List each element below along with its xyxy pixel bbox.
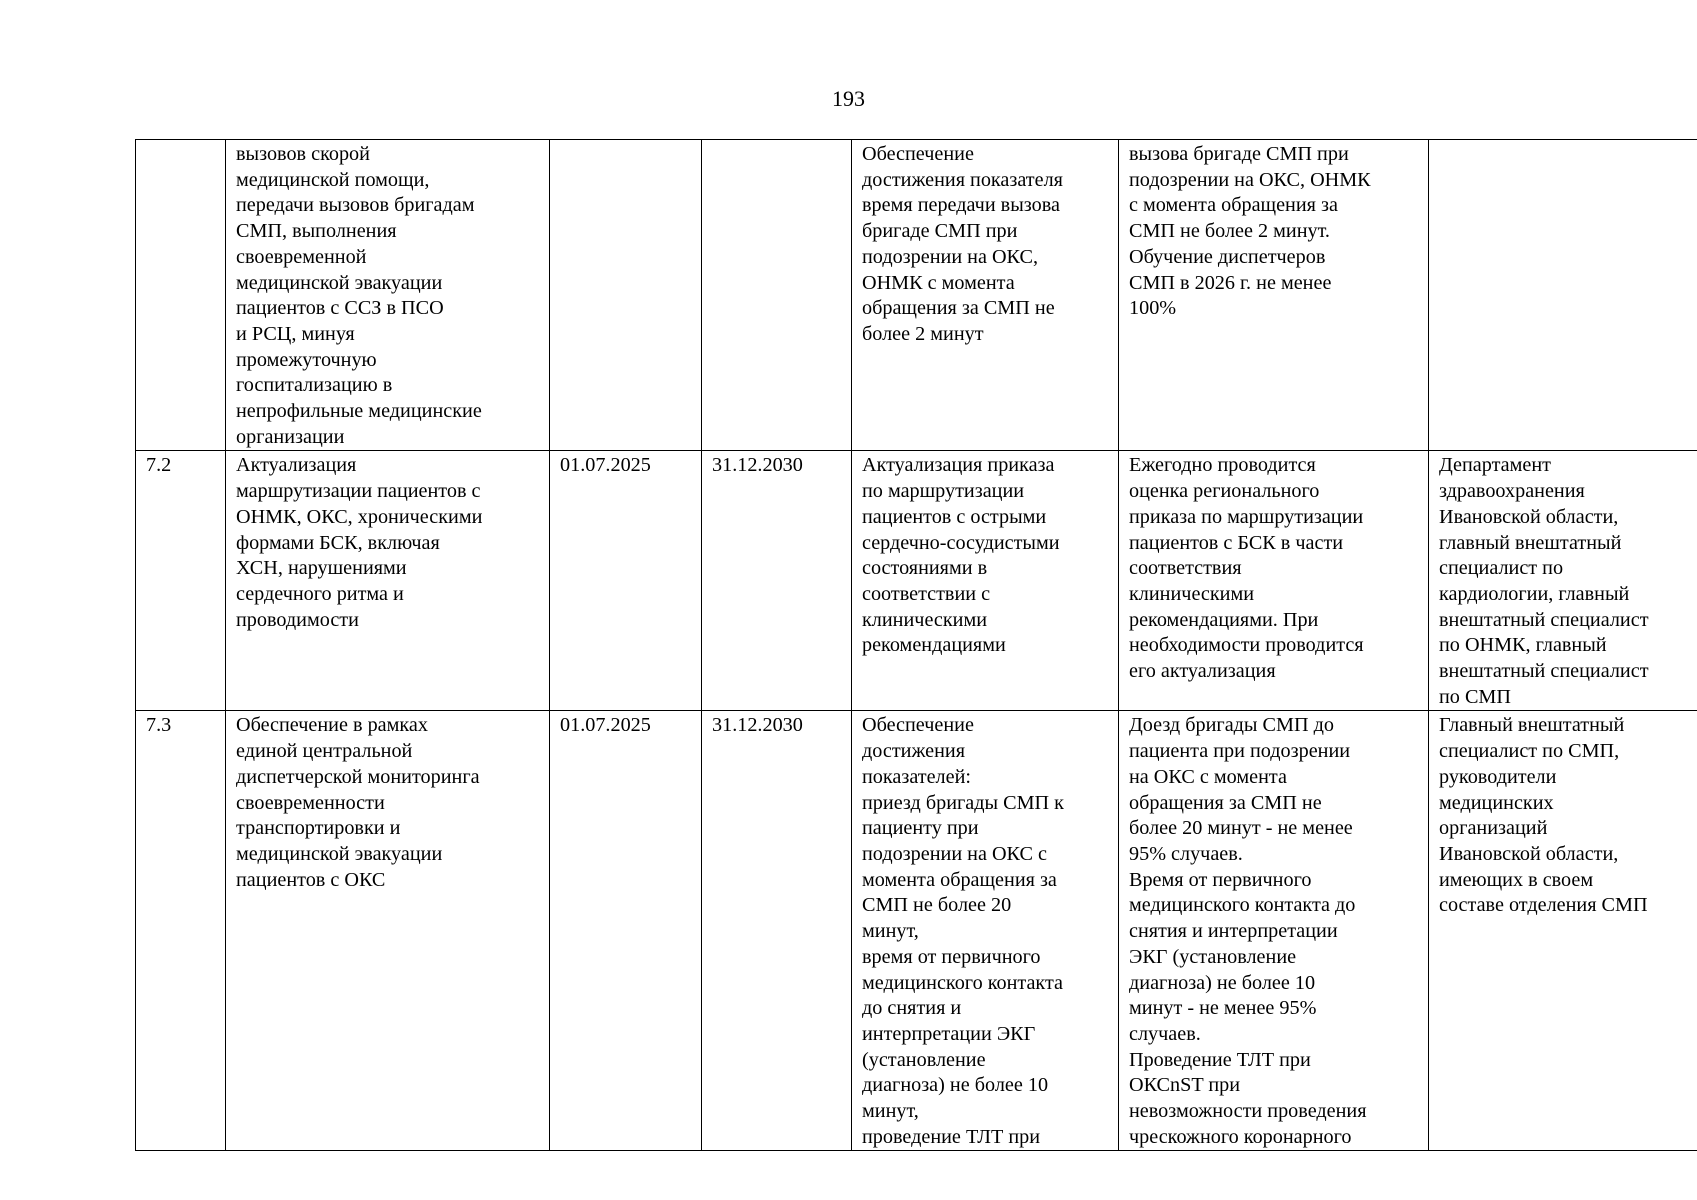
result-cell — [852, 451, 1119, 711]
expected-result: Обеспечение достижения показателей: приезд бригады СМП к пациенту при подозрении на ОКС с момента обращения за СМП не более 20 минут, время от первичного медицинского контакта до снятия и интерпретации ЭКГ (установление диагноза) не более 10 минут, проведение ТЛТ при — [862, 714, 1064, 1148]
row-number-cell — [136, 451, 226, 711]
end-date-cell — [702, 140, 852, 451]
responsible-cell — [1429, 711, 1697, 1151]
row-number-cell — [136, 711, 226, 1151]
measure-name: вызовов скорой медицинской помощи, передачи вызовов бригадам СМП, выполнения своевременной медицинской эвакуации пациентов с ССЗ в ПСО и РСЦ, минуя промежуточную госпитализацию в непрофильные медицинские организации — [236, 143, 482, 448]
responsible: Департамент здравоохранения Ивановской области, главный внештатный специалист по кардиологии, главный внештатный специалист по ОНМК, главный внештатный специалист по СМП — [1439, 454, 1649, 708]
start-date-cell — [550, 140, 702, 451]
measure-name: Актуализация маршрутизации пациентов с ОНМК, ОКС, хроническими формами БСК, включая ХСН, нарушениями сердечного ритма и проводимости — [236, 454, 483, 631]
measure-name-cell — [226, 711, 550, 1151]
result-cell — [852, 140, 1119, 451]
indicator-cell — [1119, 451, 1429, 711]
measure-name: Обеспечение в рамках единой центральной диспетчерской мониторинга своевременности транспортировки и медицинской эвакуации пациентов с ОКС — [236, 714, 480, 891]
end-date: 31.12.2030 — [712, 714, 803, 737]
end-date-cell — [702, 451, 852, 711]
responsible: Главный внештатный специалист по СМП, руководители медицинских организаций Ивановской области, имеющих в своем составе отделения СМП — [1439, 714, 1648, 917]
row-number: 7.3 — [146, 714, 172, 737]
measure-name-cell — [226, 451, 550, 711]
measure-name-cell — [226, 140, 550, 451]
start-date-cell — [550, 451, 702, 711]
table-row — [136, 711, 1697, 1151]
table-row — [136, 451, 1697, 711]
indicator-cell — [1119, 711, 1429, 1151]
start-date: 01.07.2025 — [560, 714, 651, 737]
measures-table — [135, 139, 1697, 1151]
indicator: Доезд бригады СМП до пациента при подозрении на ОКС с момента обращения за СМП не более 20 минут - не менее 95% случаев. Время от первичного медицинского контакта до снятия и интерпретации ЭКГ (установление диагноза) не более 10 минут - не менее 95% случаев. Проведение ТЛТ при ОКСnST при невозможности проведения чрескожного коронарного — [1129, 714, 1367, 1148]
row-number-cell — [136, 140, 226, 451]
indicator: Ежегодно проводится оценка регионального приказа по маршрутизации пациентов с БСК в части соответствия клиническими рекомендациями. При необходимости проводится его актуализация — [1129, 454, 1364, 683]
expected-result: Актуализация приказа по маршрутизации пациентов с острыми сердечно-сосудистыми состояниями в соответствии с клиническими рекомендациями — [862, 454, 1060, 657]
row-number: 7.2 — [146, 454, 172, 477]
responsible-cell — [1429, 140, 1697, 451]
end-date-cell — [702, 711, 852, 1151]
start-date: 01.07.2025 — [560, 454, 651, 477]
responsible-cell — [1429, 451, 1697, 711]
expected-result: Обеспечение достижения показателя время передачи вызова бригаде СМП при подозрении на ОКС, ОНМК с момента обращения за СМП не более 2 минут — [862, 143, 1063, 345]
end-date: 31.12.2030 — [712, 454, 803, 477]
start-date-cell — [550, 711, 702, 1151]
result-cell — [852, 711, 1119, 1151]
indicator: вызова бригаде СМП при подозрении на ОКС, ОНМК с момента обращения за СМП не более 2 минут. Обучение диспетчеров СМП в 2026 г. не менее 100% — [1129, 143, 1371, 320]
indicator-cell — [1119, 140, 1429, 451]
table-row — [136, 140, 1697, 451]
page-number: 193 — [832, 86, 865, 111]
